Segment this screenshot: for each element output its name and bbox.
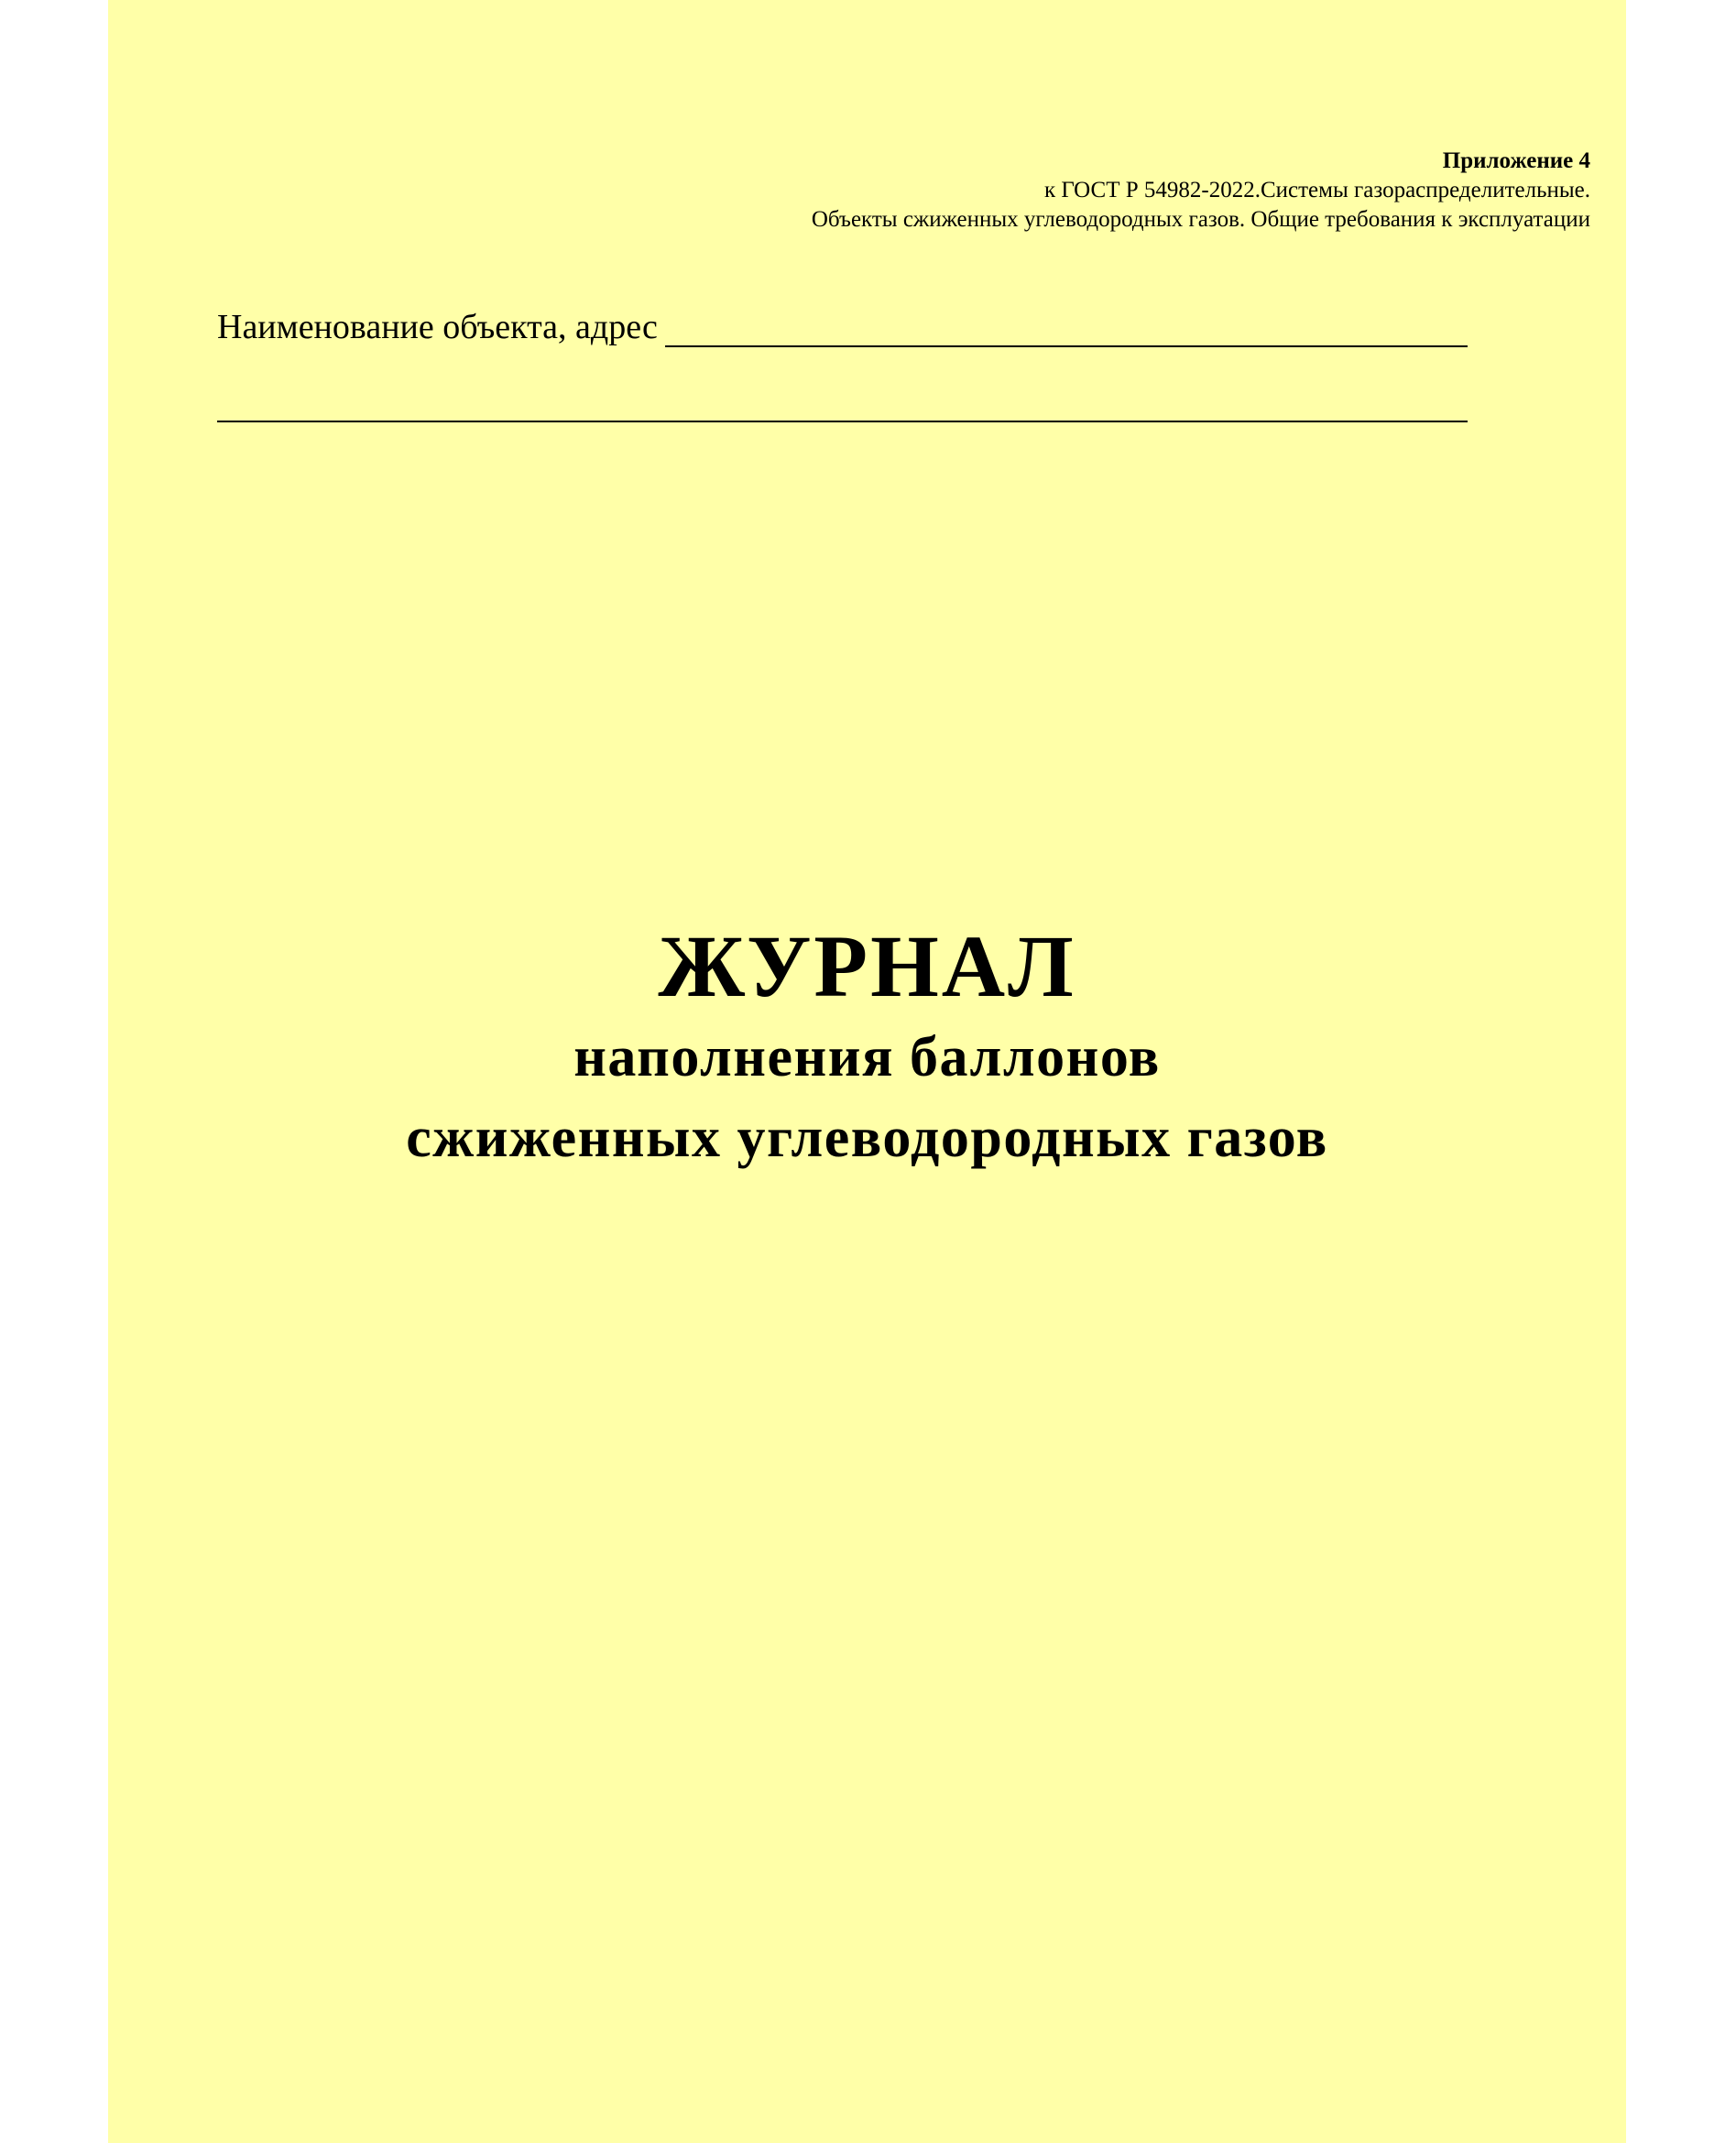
appendix-scope-line: Объекты сжиженных углеводородных газов. Общие требования к эксплуатации: [811, 207, 1590, 232]
journal-subtitle-line-1: наполнения баллонов: [573, 1026, 1161, 1088]
appendix-title: Приложение 4: [1442, 148, 1590, 173]
journal-subtitle-line-2: сжиженных углеводородных газов: [406, 1107, 1328, 1169]
appendix-standard-line: к ГОСТ Р 54982-2022.Системы газораспределительные.: [1043, 178, 1590, 202]
appendix-reference: [812, 147, 1590, 235]
object-name-address-row: [217, 307, 1468, 347]
object-address-continuation-blank: [217, 421, 1468, 422]
object-name-address-label: Наименование объекта, адрес: [217, 308, 658, 346]
journal-title: ЖУРНАЛ: [658, 917, 1076, 1015]
object-name-address-blank: [665, 314, 1468, 347]
journal-title-block: [108, 916, 1626, 1178]
